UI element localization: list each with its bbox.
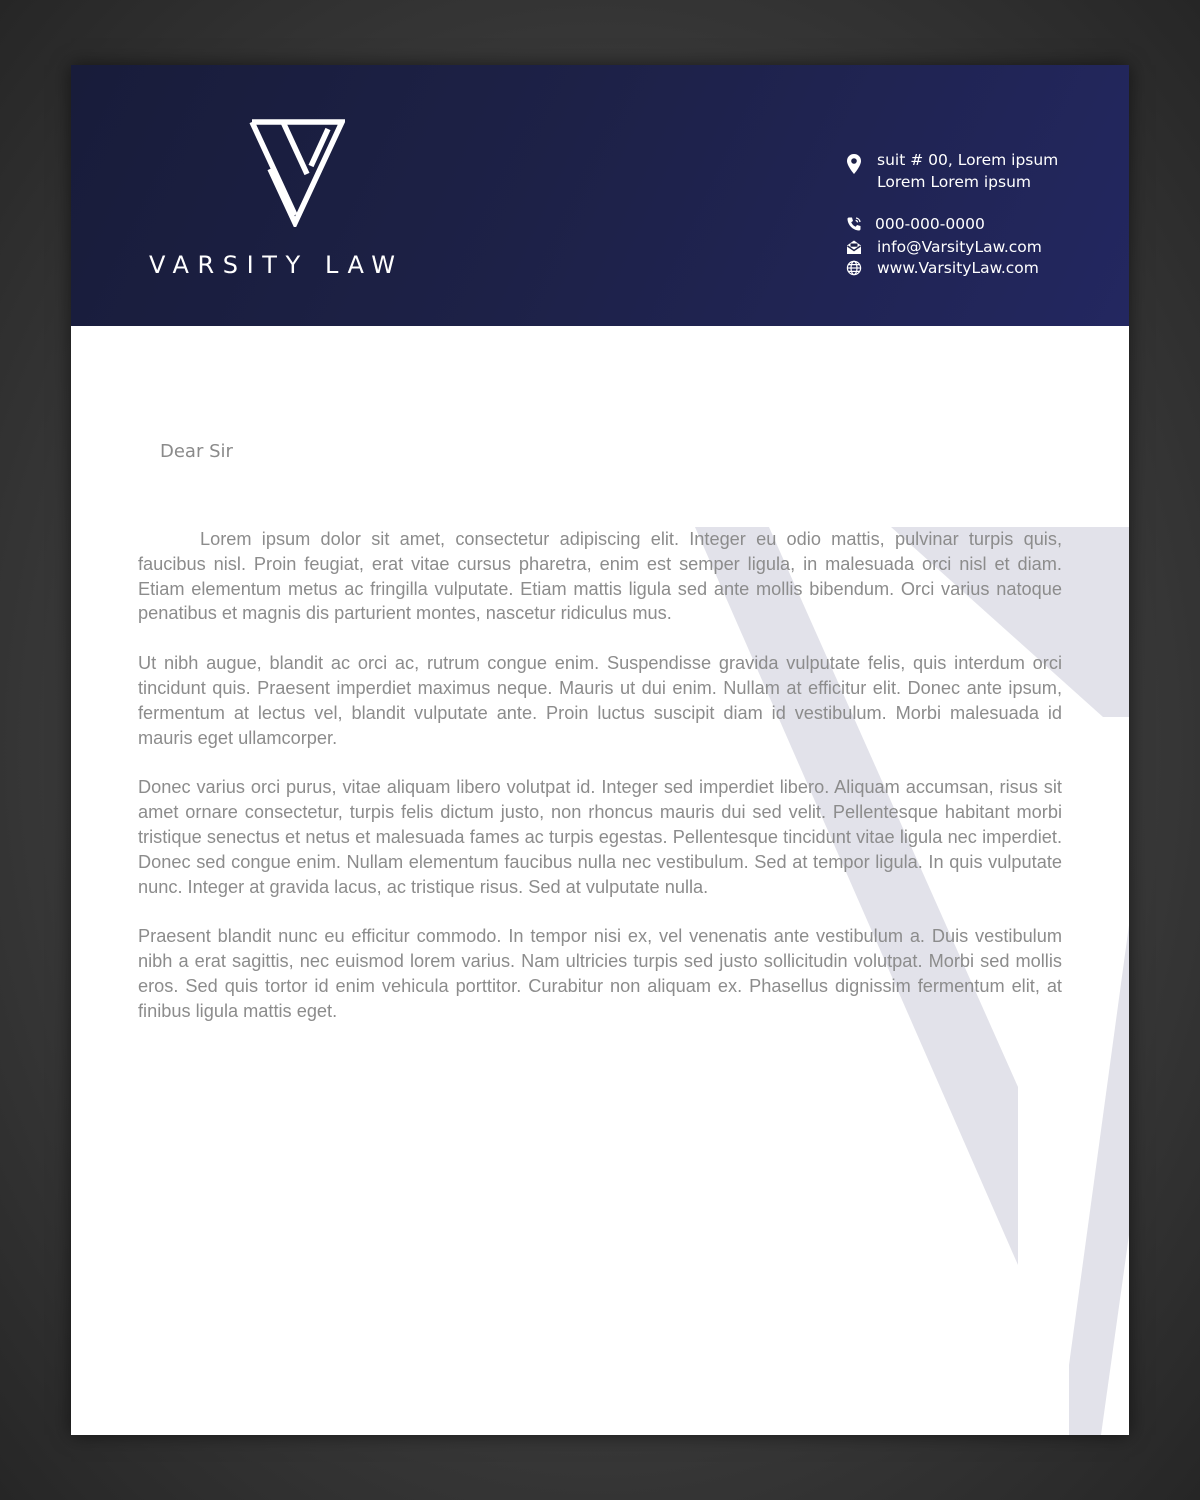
phone-icon [846,216,862,232]
email-icon [846,239,862,255]
email-address: info@VarsityLaw.com [877,238,1042,256]
letterhead-header [71,65,1129,326]
contact-address [877,149,1058,193]
brand-name: VARSITY LAW [149,251,404,279]
letter-salutation: Dear Sir [160,441,233,462]
letter-paragraph-3: Donec varius orci purus, vitae aliquam libero volutpat id. Integer sed imperdiet libero. Aliquam accumsan, risus sit amet ornare consectetur, turpis felis dictum justo, non rhoncus mauris dui sed velit. Pellentesque habitant morbi tristique senectus et netus et malesuada fames ac turpis egestas. Pellentesque tincidunt vitae ligula nec imperdiet. Donec sed congue enim. Nullam elementum faucibus nulla nec vestibulum. Sed at tempor ligula. In quis vulputate nunc. Integer at gravida lacus, ac tristique risus. Sed at vulputate nulla. [138,777,1062,897]
contact-email [877,236,1042,258]
phone-number: 000-000-0000 [875,215,985,233]
website-url: www.VarsityLaw.com [877,259,1039,277]
globe-icon [846,260,862,276]
varsity-law-logo-icon [249,119,345,227]
address-line-2: Lorem Lorem ipsum [877,173,1032,191]
letterhead-sheet [71,65,1129,1435]
address-line-1: suit # 00, Lorem ipsum [877,151,1059,169]
contact-phone [875,213,985,235]
letter-paragraph-1: Lorem ipsum dolor sit amet, consectetur adipiscing elit. Integer eu odio mattis, pulvinar turpis quis, faucibus nisl. Proin feugiat, erat vitae cursus pharetra, enim est semper ligula, in malesuada orci nisl et diam. Etiam elementum metus ac fringilla vulputate. Etiam mattis ligula sed ante mollis bibendum. Orci varius natoque penatibus et magnis dis parturient montes, nascetur ridiculus mus. [138,529,1062,624]
letter-paragraph-4: Praesent blandit nunc eu efficitur commodo. In tempor nisi ex, vel venenatis ante vestibulum a. Duis vestibulum nibh a erat sagittis, nec euismod lorem varius. Nam ultricies turpis sed justo sollicitudin volutpat. Morbi sed mollis eros. Sed quis tortor id enim vehicula porttitor. Curabitur non aliquam ex. Phasellus dignissim fermentum elit, at finibus ligula mattis eget. [138,926,1062,1021]
location-pin-icon [846,153,862,175]
letter-paragraph-2: Ut nibh augue, blandit ac orci ac, rutrum congue enim. Suspendisse gravida vulputate felis, quis interdum orci tincidunt quis. Praesent imperdiet maximus neque. Mauris ut dui enim. Nullam at efficitur elit. Donec ante ipsum, fermentum at lectus vel, blandit vulputate ante. Proin luctus suscipit diam id vestibulum. Morbi malesuada id mauris eget ullamcorper. [138,653,1062,748]
letter-body [138,527,1062,1049]
contact-website [877,257,1039,279]
